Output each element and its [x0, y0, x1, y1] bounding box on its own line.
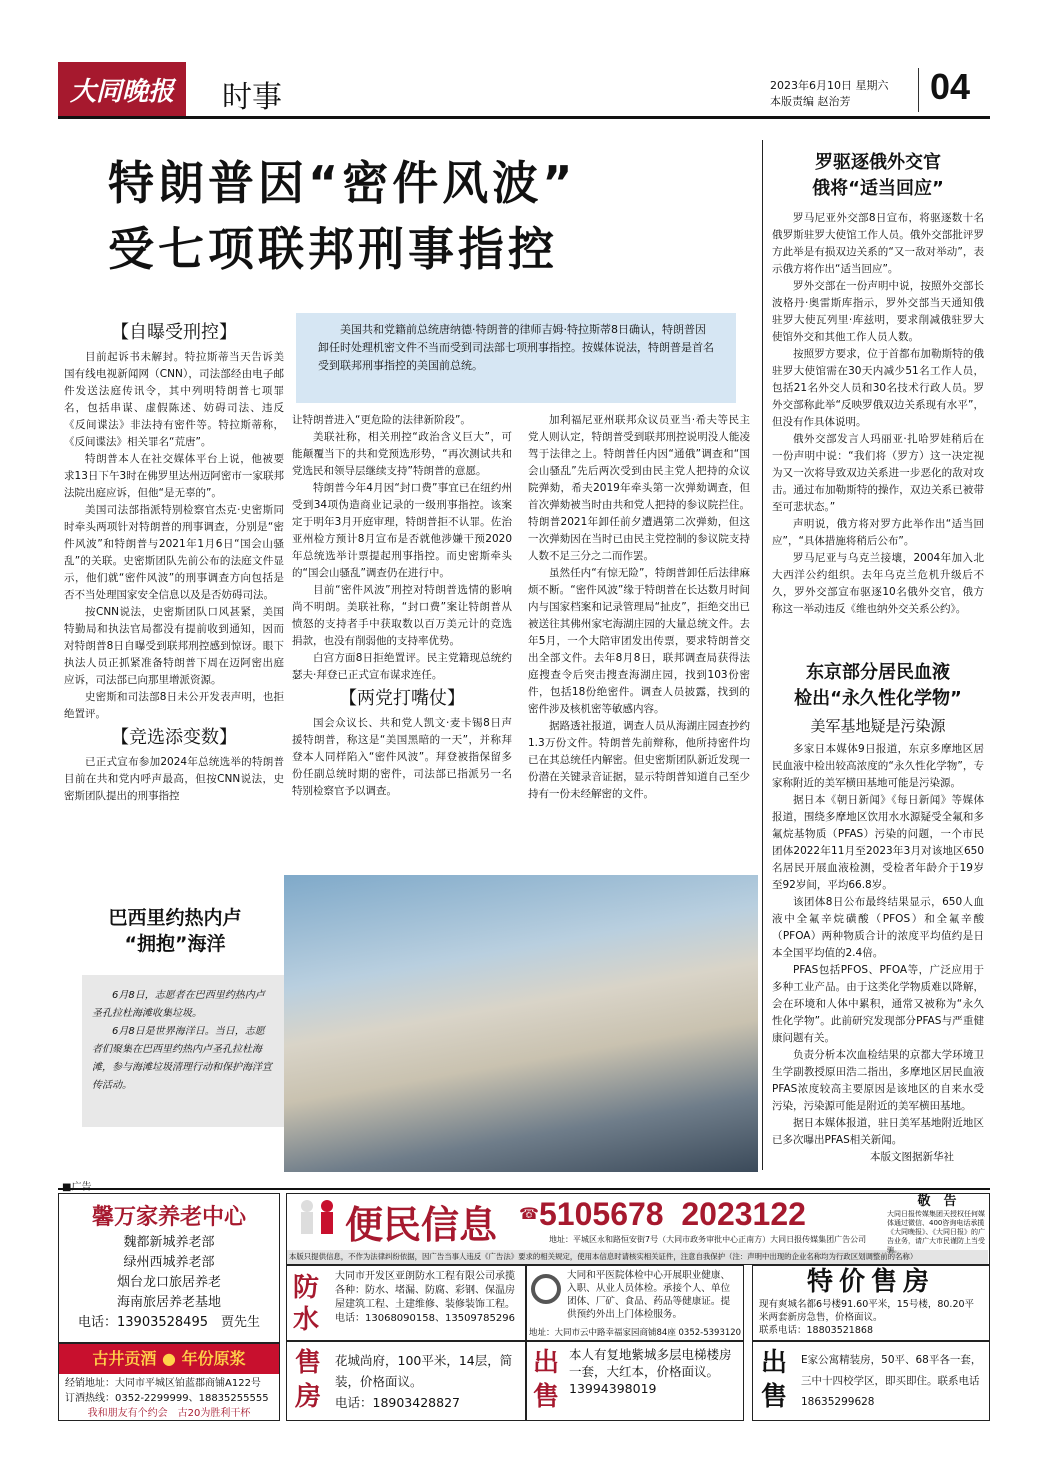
- paragraph: 罗马尼亚与乌克兰接壤，2004年加入北大西洋公约组织。去年乌克兰危机升级后不久，罗外交部宣布驱逐10名俄外交官，俄方称这一举动违反《维也纳外交关系公约》。: [772, 552, 984, 615]
- subhead: 【自曝受刑控】: [111, 322, 237, 343]
- paragraph: 据路透社报道，调查人员从海湖庄园查抄约1.3万份文件。特朗普先前辩称，他所持密件均已在其总统任内解密。但史密斯团队新近发现一份潜在关键录音证据，显示特朗普知道自己至少持有一份未经解密的文件。: [528, 720, 750, 800]
- issue-date: 2023年6月10日 星期六: [770, 79, 889, 92]
- ad-notice: 本版只提供信息，不作为法律纠纷依据，因广告当事人违反《广告法》要求的相关规定，使用本信息时请核实相关证件，注意自我保护（注：声明中出现的企业名称均为行政区划调整前的名称）: [287, 1250, 988, 1264]
- side-subhead: 美军基地疑是污染源: [810, 717, 946, 735]
- paragraph: PFAS包括PFOS、PFOA等，广泛应用于多种工业产品。由于这类化学物质难以降解，会在环境和人体中累积，通常又被称为“永久性化学物”。此前研究发现部分PFAS与严重健康问题有关。: [772, 964, 984, 1044]
- lede-text: 美国共和党籍前总统唐纳德·特朗普的律师吉姆·特拉斯蒂8日确认，特朗普因卸任时处理机密文件不当而受到司法部七项刑事指控。按媒体说法，特朗普是首名受到联邦刑事指控的美国前总统。: [318, 323, 714, 372]
- paragraph: 罗马尼亚外交部8日宣布，将驱逐数十名俄罗斯驻罗大使馆工作人员。俄外交部批评罗方此举是有损双边关系的“又一敌对举动”，表示俄方将作出“适当回应”。: [772, 212, 984, 275]
- ad-bianmin: [286, 1193, 990, 1265]
- paragraph: 负责分析本次血检结果的京都大学环境卫生学副教授原田浩二指出，多摩地区居民血液PFAS浓度较高主要原因是该地区的自来水受污染，污染源可能是附近的美军横田基地。: [772, 1049, 984, 1112]
- column-divider: [762, 140, 763, 1170]
- paragraph: 目前起诉书未解封。特拉斯蒂当天告诉美国有线电视新闻网（CNN），司法部经由电子邮件发送法庭传讯令，其中列明特朗普七项罪名，包括串谋、虚假陈述、妨碍司法、违反《反间谍法》非法持有密件等。特拉斯蒂称，《反间谍法》相关罪名“荒唐”。: [64, 351, 284, 448]
- ad-line: 我和朋友有个约会 古20为胜利干杯: [87, 1408, 251, 1419]
- ad-line: 绿州西城养老部: [123, 1255, 215, 1270]
- caption-text: 6月8日，志愿者在巴西里约热内卢圣孔拉杜海滩收集垃圾。: [92, 990, 265, 1019]
- article-col2: [292, 412, 512, 800]
- side-headline: 罗驱逐俄外交官 俄将“适当回应”: [812, 152, 944, 199]
- ad-line: 订酒热线：0352-2299999、18835255555: [65, 1393, 269, 1404]
- ad-phone: 联系电话：18803521868: [759, 1325, 873, 1336]
- ad-text: 大同和平医院体检中心开展职业健康、入职、从业人员体检。承接个人、单位团体、厂矿、食品、药品等健康证。提供预约外出上门体检服务。: [567, 1270, 731, 1320]
- handshake-icon: [295, 1198, 341, 1242]
- page-editor: 本版责编 赵治芳: [770, 95, 851, 108]
- ad-title: 馨万家养老中心: [91, 1205, 246, 1230]
- globe-icon: ●: [162, 1349, 176, 1368]
- ad-label: [62, 1178, 91, 1193]
- ad-text: 本人有复地紫城多层电梯楼房一套，大红本，价格面议。: [569, 1347, 732, 1379]
- ad-phone: 电话：13903528495 贾先生: [78, 1315, 260, 1330]
- ad-waterproof: [286, 1265, 526, 1341]
- paragraph: 据日本媒体报道，驻日美军基地附近地区已多次曝出PFAS相关新闻。: [772, 1117, 984, 1146]
- paragraph: 按CNN说法，史密斯团队口风甚紧，美国特勤局和执法官局都没有提前收到通知，因而对特朗普8日自曝受到联邦刑控感到惊讶。眼下执法人员正抓紧准备特朗普下周在迈阿密出庭应诉，司法部已向那里增派资源。: [64, 606, 284, 686]
- photo-caption: [82, 975, 284, 1127]
- ad-title: 年份原浆: [181, 1349, 246, 1368]
- dateline: [770, 78, 889, 110]
- ad-rule: [58, 1188, 990, 1190]
- paragraph: 白宫方面8日拒绝置评。民主党籍现总统约瑟夫·拜登已正式宣布谋求连任。: [292, 652, 512, 681]
- paragraph: 俄外交部发言人玛丽亚·扎哈罗娃稍后在一份声明中说：“我们将（罗方）这一决定视为又一次将导致双边关系进一步恶化的敌对攻击。通过布加勒斯特的操作，双边关系已被带至可悲状态。”: [772, 433, 984, 513]
- ad-address: 地址：大同市云中路幸福家园商铺84座 0352-5393120: [529, 1328, 742, 1338]
- credit: 本版文图据新华社: [870, 1151, 954, 1163]
- ad-text: E家公寓精装房，50平、68平各一套，三中十四校学区，即买即住。联系电话18635299628: [801, 1354, 982, 1408]
- headline-line: 特朗普因“密件风波”: [108, 156, 577, 210]
- article-col3: [528, 412, 750, 803]
- paragraph: 让特朗普进入“更危险的法律新阶段”。: [292, 414, 471, 426]
- paragraph: 据日本《朝日新闻》《每日新闻》等媒体报道，围绕多摩地区饮用水水源疑受全氟和多氟烷基物质（PFAS）污染的问题，一个市民团体2022年11月至2023年3月对该地区650名居民开展血液检测，受检者年龄介于19岁至92岁间，平均66.8岁。: [772, 794, 984, 891]
- ad-hospital: [526, 1265, 744, 1341]
- ad-house-sale-1: [286, 1341, 526, 1421]
- paragraph: 史密斯和司法部8日未公开发表声明，也拒绝置评。: [64, 691, 284, 720]
- header-rule: [58, 116, 990, 119]
- ad-elder-care: [58, 1193, 280, 1343]
- ad-line: 烟台龙口旅居养老: [116, 1275, 221, 1290]
- paragraph: 国会众议长、共和党人凯文·麦卡锡8日声援特朗普，称这是“美国黑暗的一天”，并称拜登本人同样陷入“密件风波”。拜登被指保留多份任副总统时期的密件，司法部已指派另一名特别检察官予以调查。: [292, 717, 512, 797]
- ad-special-house: [752, 1265, 990, 1341]
- ad-address: 地址：平城区永和路恒安街7号（大同市政务审批中心正南方）大同日报传媒集团广告公司: [549, 1235, 867, 1244]
- ad-tag: 出售: [761, 1348, 788, 1412]
- headline-line: 受七项联邦刑事指控: [108, 222, 558, 276]
- paragraph: 美联社称，相关刑控“政治含义巨大”，可能颠覆当下的共和党预选形势，“再次测试共和党选民和领导层继续支持”特朗普的意愿。: [292, 431, 512, 477]
- caption-text: 6月8日是世界海洋日。当日，志愿者们聚集在巴西里约热内卢圣孔拉杜海滩，参与海滩垃圾清理行动和保护海洋宣传活动。: [92, 1026, 272, 1091]
- ad-house-sale-3: [752, 1341, 990, 1421]
- paragraph: 特朗普本人在社交媒体平台上说，他被要求13日下午3时在佛罗里达州迈阿密市一家联邦法院出庭应诉，但他“是无辜的”。: [64, 453, 284, 499]
- paragraph: 加利福尼亚州联邦众议员亚当·希夫等民主党人则认定，特朗普受到联邦刑控说明没人能凌驾于法律之上。特朗普任内因“通俄”调查和“国会山骚乱”先后两次受到由民主党人把持的众议院弹劾，希夫2019年牵头第一次弹劾调查，但首次弹劾被当时由共和党人把持的参议院拦住。特朗普2021年卸任前夕遭遇第二次弹劾，但这一次弹劾因在当时已由民主党控制的参议院支持人数不足三分之二而作罢。: [528, 414, 750, 562]
- paragraph: 按照罗方要求，位于首都布加勒斯特的俄驻罗大使馆需在30天内减少51名工作人员，包括21名外交人员和30名技术行政人员。罗外交部称此举“反映罗俄双边关系现有水平”，但没有作具体说明。: [772, 348, 984, 428]
- section-title: 时事: [222, 80, 282, 115]
- ad-house-sale-2: [526, 1341, 744, 1421]
- paragraph: 多家日本媒体9日报道，东京多摩地区居民血液中检出较高浓度的“永久性化学物”，专家称附近的美军横田基地可能是污染源。: [772, 743, 984, 789]
- ad-phones: 5105678 2023122: [539, 1196, 806, 1232]
- ad-tag: 防水: [293, 1273, 320, 1335]
- main-headline: [108, 150, 576, 282]
- ad-line: 魏都新城养老部: [123, 1235, 215, 1250]
- ad-title: 便民信息: [345, 1203, 498, 1247]
- paragraph: 已正式宣布参加2024年总统选举的特朗普目前在共和党内呼声最高，但按CNN说法，史密斯团队提出的刑事指控: [64, 756, 284, 802]
- notice-text: 大同日报传媒集团天授权任何媒体通过微信、400咨询电话承揽《大同晚报》、《大同日报》的广告业务，请广大市民谨防上当受骗。: [887, 1210, 985, 1254]
- side-article-romania: [772, 150, 984, 618]
- paragraph: 罗外交部在一份声明中说，按照外交部长波格丹·奥雷斯库指示，罗外交部当天通知俄驻罗大使瓦列里·库兹明，要求削减俄驻罗大使馆外交和其他工作人员人数。: [772, 280, 984, 343]
- paragraph: 目前“密件风波”刑控对特朗普选情的影响尚不明朗。美联社称，“封口费”案让特朗普从愤怒的支持者手中获取数以百万美元计的竞选捐款，也没有削弱他的支持率优势。: [292, 584, 512, 647]
- ad-title: 古井贡酒: [92, 1349, 157, 1368]
- ad-tag: 出售: [533, 1348, 560, 1412]
- paragraph: 特朗普今年4月因“封口费”事宜已在纽约州受到34项伪造商业记录的一级刑事指控。该案定于明年3月开庭审理，特朗普拒不认罪。佐治亚州检方预计8月宣布是否就他涉嫌干预2020年总统选举计票提起刑事指控。而史密斯牵头的“国会山骚乱”调查仍在进行中。: [292, 482, 512, 579]
- ad-phone: 电话：18903428827: [335, 1395, 460, 1410]
- paragraph: 美国司法部指派特别检察官杰克·史密斯同时牵头两项针对特朗普的刑事调查，分别是“密件风波”和特朗普与2021年1月6日“国会山骚乱”的关联。史密斯团队先前公布的法庭文件显示，他们就“密件风波”的刑事调查方向包括是否不当处理国家安全信息以及是否妨碍司法。: [64, 504, 284, 601]
- ad-text: 大同市开发区亚朗防水工程有限公司承揽各种：防水、堵漏、防腐、彩钢、保温房屋建筑工程、土建维修、装修装饰工程。: [335, 1271, 515, 1310]
- ad-tag: 售房: [295, 1348, 322, 1412]
- paragraph: 虽然任内“有惊无险”，特朗普卸任后法律麻烦不断。“密件风波”缘于特朗普在长达数月时间内与国家档案和记录管理局“扯皮”，拒绝交出已被送往其佛州家宅海湖庄园的大量总统文件。去年5月，一个大陪审团发出传票，要求特朗普交出全部文件。去年8月8日，联邦调查局获得法庭搜查令后突击搜查海湖庄园，找到103份密件，包括18份绝密件。调查人员披露，找到的密件涉及核机密等敏感内容。: [528, 567, 750, 715]
- paragraph: 声明说，俄方将对罗方此举作出“适当回应”，“具体措施将稍后公布”。: [772, 518, 984, 547]
- ad-text: 花城尚府，100平米，14层，简装，价格面议。: [335, 1353, 513, 1389]
- lede-box: [296, 313, 736, 403]
- ad-liquor: [58, 1343, 280, 1421]
- page-number: 04: [930, 66, 971, 107]
- beach-cleanup-photo: [284, 875, 758, 1172]
- ad-phone: 电话：13068090158、13509785296: [335, 1313, 515, 1324]
- ad-line: 经销地址：大同市平城区铂蓝郡商铺A122号: [65, 1378, 261, 1389]
- subhead: 【竞选添变数】: [111, 727, 237, 748]
- ad-line: 海南旅居养老基地: [116, 1295, 221, 1310]
- ad-phone: 13994398019: [569, 1381, 657, 1396]
- side-article-tokyo: [772, 660, 984, 1166]
- notice-title: 敬 告: [917, 1194, 957, 1209]
- newspaper-logo: 大同晚报: [58, 62, 186, 116]
- subhead: 【两党打嘴仗】: [339, 688, 465, 709]
- divider: [918, 68, 919, 112]
- ad-title: 特价售房: [806, 1267, 935, 1297]
- phone-icon: ☎: [519, 1204, 539, 1223]
- hospital-logo-icon: [531, 1274, 561, 1304]
- ad-text: 现有爽城名都6号楼91.60平米，15号楼，80.20平米两套新房急售，价格面议。: [759, 1299, 975, 1323]
- side-headline: 东京部分居民血液 检出“永久性化学物”: [794, 662, 962, 709]
- photo-headline: 巴西里约热内卢 “拥抱”海洋: [108, 907, 242, 955]
- paragraph: 该团体8日公布最终结果显示，650人血液中全氟辛烷磺酸（PFOS）和全氟辛酸（PFOA）两种物质合计的浓度平均值约是日本全国平均值的2.4倍。: [772, 896, 984, 959]
- article-col1: [64, 318, 284, 805]
